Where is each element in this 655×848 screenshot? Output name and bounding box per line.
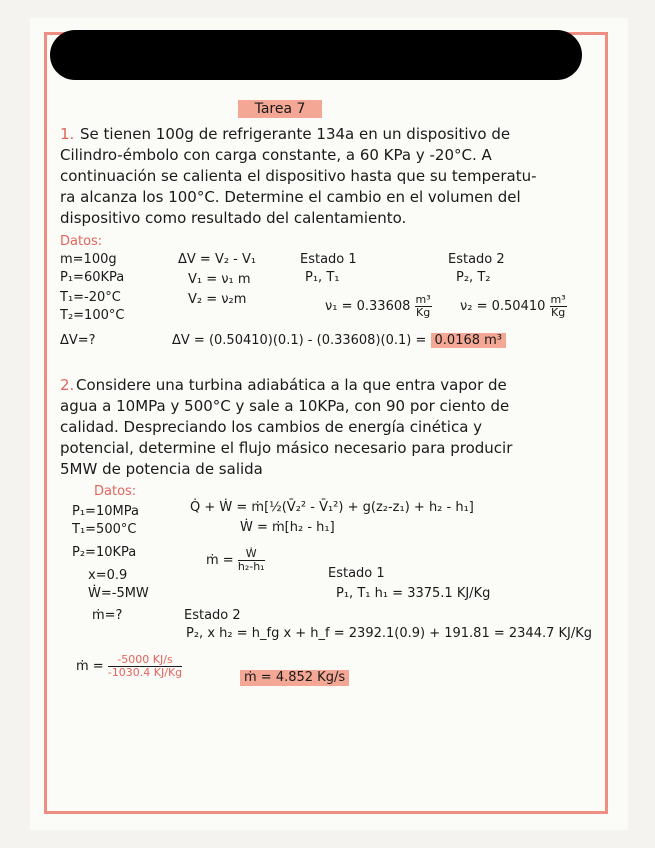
mass-flow-result: ṁ = 4.852 Kg/s <box>240 670 349 686</box>
problem-1-dato-mass: m=100g <box>60 252 117 267</box>
mass-flow-fraction: $\frac{\text{Ẇ}}{\text{h₂-h₁}}$ <box>237 547 265 573</box>
formula-v2: V₂ = ν₂m <box>188 292 247 307</box>
problem-2-datos-label: Datos: <box>94 484 137 499</box>
mass-flow-formula <box>206 548 265 573</box>
problem-1-line-5: dispositivo como resultado del calentamiento. <box>60 209 407 227</box>
problem-2-line-1: Considere una turbina adiabática a la que entra vapor de <box>76 376 507 394</box>
energy-balance-equation: Q̇ + Ẇ = ṁ[½(V̄₂² - V̄₁²) + g(z₂-z₁) + h₂ - h₁] <box>190 500 474 515</box>
problem-1-line-2: Cilindro-émbolo con carga constante, a 60 KPa y -20°C. A <box>60 146 492 164</box>
problem-2-number: 2. <box>60 376 75 394</box>
estado-1-label: Estado 1 <box>300 252 357 267</box>
delta-v-calculation <box>172 333 506 349</box>
problem-1-number: 1. <box>60 125 75 143</box>
mass-flow-label: ṁ = <box>206 553 234 568</box>
problem-1-dato-t2: T₂=100°C <box>60 308 125 323</box>
problem-2-dato-m: ṁ=? <box>92 608 123 623</box>
problem-2-dato-p1: P₁=10MPa <box>72 504 139 519</box>
problem-1-line-3: continuación se calienta el dispositivo hasta que su temperatu- <box>60 167 537 185</box>
v2-value: ν₂ = 0.50410 <box>460 299 546 314</box>
delta-v-expression: ΔV = (0.50410)(0.1) - (0.33608)(0.1) = <box>172 333 427 348</box>
problem-2-dato-t1: T₁=500°C <box>72 522 137 537</box>
estado-2-2-label: Estado 2 <box>184 608 241 623</box>
specific-volume-2 <box>460 294 567 319</box>
calc-label: ṁ = <box>76 659 104 674</box>
problem-1-dato-p1: P₁=60KPa <box>60 270 125 285</box>
problem-2-line-3: calidad. Despreciando los cambios de energía cinética y <box>60 418 483 436</box>
calc-fraction: $\frac{-5000 KJ/s}{-1030.4 KJ/Kg}$ <box>107 653 183 679</box>
v1-unit: $\frac{\text{m³}}{Kg}$ <box>415 293 431 319</box>
delta-v-result: 0.0168 m³ <box>431 333 507 348</box>
estado-2-label: Estado 2 <box>448 252 505 267</box>
problem-2-line-2: agua a 10MPa y 500°C y sale a 10KPa, con 90 por ciento de <box>60 397 510 415</box>
problem-2-dato-w: Ẇ=-5MW <box>88 586 149 601</box>
problem-1-line-4: ra alcanza los 100°C. Determine el cambio en el volumen del <box>60 188 521 206</box>
work-equation: Ẇ = ṁ[h₂ - h₁] <box>240 520 335 535</box>
mass-flow-calculation <box>76 654 182 679</box>
page-title: Tarea 7 <box>238 100 322 118</box>
specific-volume-1 <box>325 294 432 319</box>
problem-1-line-1: Se tienen 100g de refrigerante 134a en un dispositivo de <box>80 125 511 143</box>
problem-2-dato-x: x=0.9 <box>88 568 128 583</box>
formula-v1: V₁ = ν₁ m <box>188 272 251 287</box>
estado-2-1-label: Estado 1 <box>328 566 385 581</box>
estado-2-1-line: P₁, T₁ h₁ = 3375.1 KJ/Kg <box>336 586 491 601</box>
v1-value: ν₁ = 0.33608 <box>325 299 411 314</box>
problem-2-dato-p2: P₂=10KPa <box>72 545 137 560</box>
v2-unit: $\frac{\text{m³}}{Kg}$ <box>550 293 566 319</box>
problem-2-line-5: 5MW de potencia de salida <box>60 460 263 478</box>
estado-1-props: P₁, T₁ <box>305 270 340 285</box>
formula-delta-v: ΔV = V₂ - V₁ <box>178 252 257 267</box>
problem-1-datos-label: Datos: <box>60 234 103 249</box>
estado-2-props: P₂, T₂ <box>456 270 491 285</box>
problem-1-dato-dv: ΔV=? <box>60 333 96 348</box>
problem-1-dato-t1: T₁=-20°C <box>60 290 121 305</box>
estado-2-2-line: P₂, x h₂ = h_fg x + h_f = 2392.1(0.9) + 191.81 = 2344.7 KJ/Kg <box>186 626 593 641</box>
redacted-header <box>50 30 582 80</box>
problem-2-line-4: potencial, determine el flujo másico necesario para producir <box>60 439 513 457</box>
